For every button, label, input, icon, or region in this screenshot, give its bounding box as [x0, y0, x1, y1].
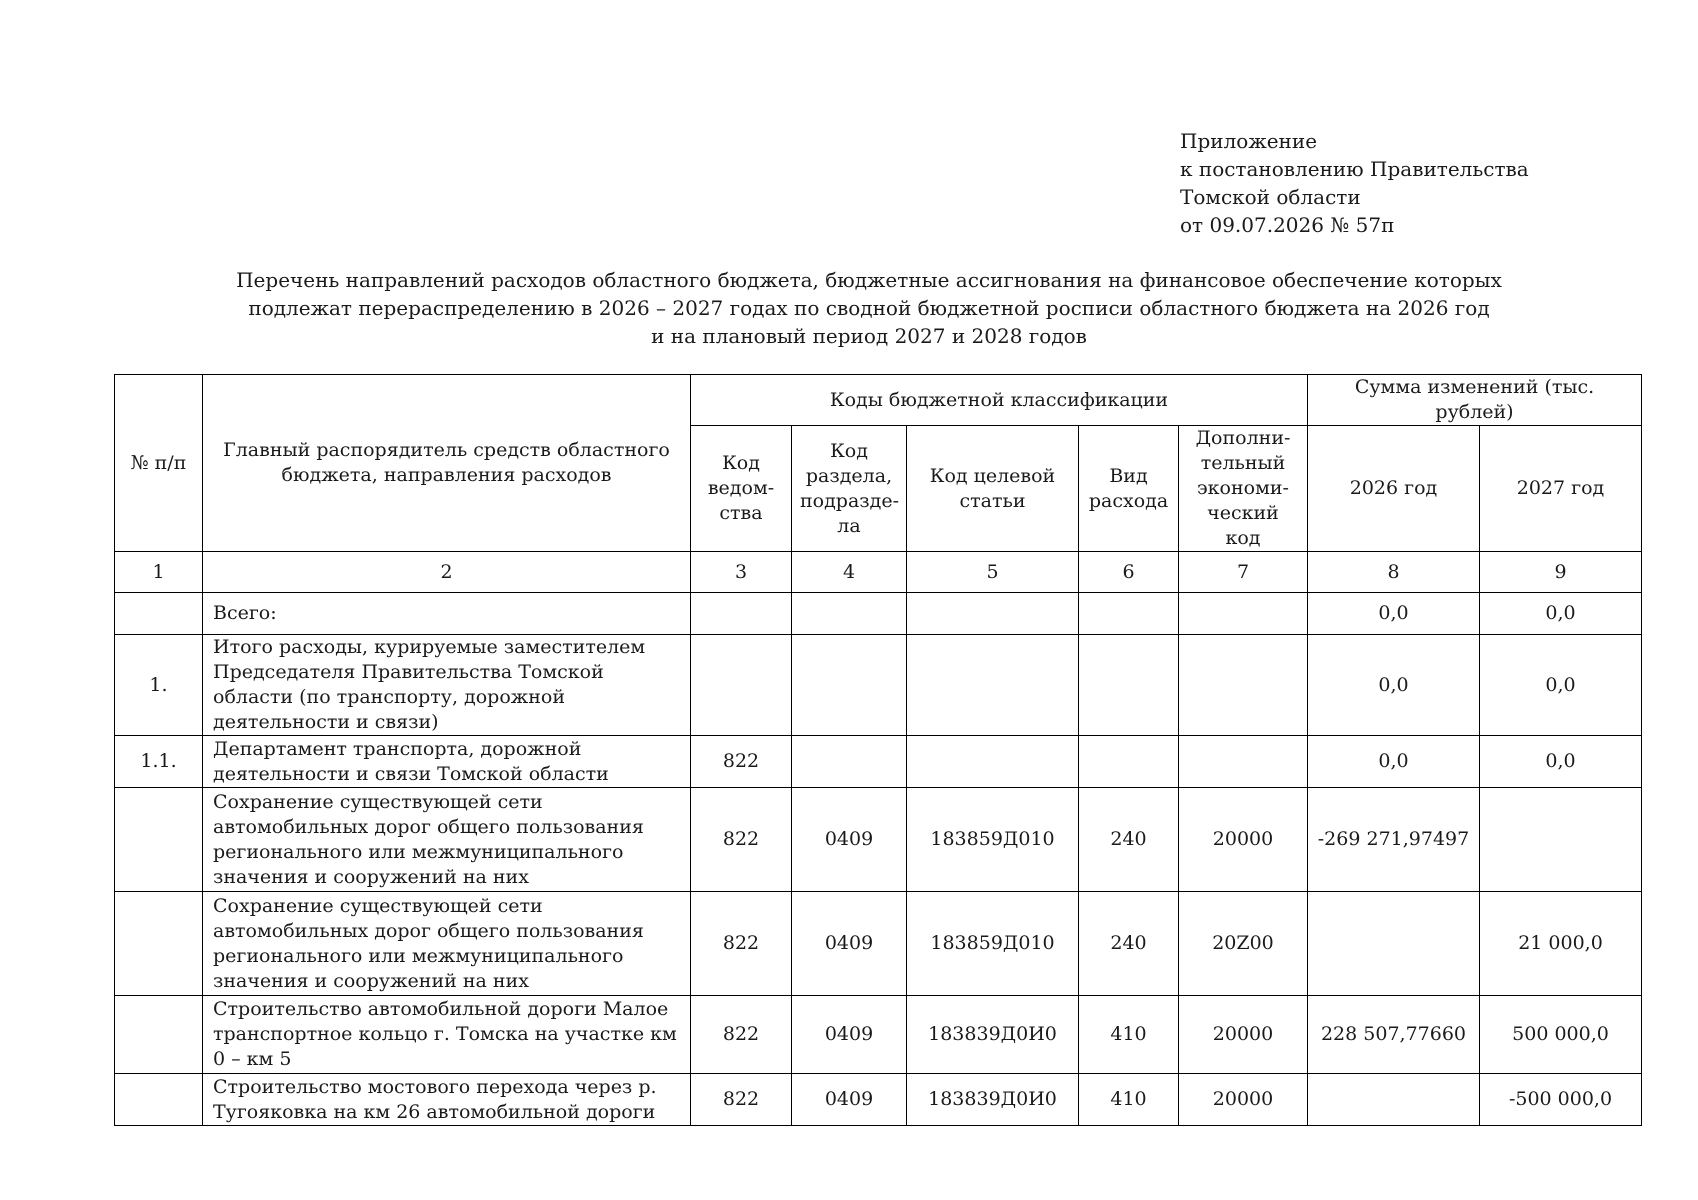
column-number: 8: [1308, 552, 1480, 593]
cell-num: 1.: [115, 635, 203, 736]
cell-razdel: 0409: [792, 1074, 907, 1126]
header-col-2027: 2027 год: [1480, 426, 1642, 552]
table-row: [115, 635, 1642, 736]
cell-vedom: [691, 635, 792, 736]
cell-vedom: 822: [691, 736, 792, 788]
cell-name: Всего:: [203, 593, 691, 635]
table-row: [115, 892, 1642, 996]
cell-name: Строительство автомобильной дороги Малое транспортное кольцо г. Томска на участке км 0 – км 5: [203, 996, 691, 1074]
table-row: [115, 593, 1642, 635]
cell-econ: [1179, 736, 1308, 788]
cell-num: 1.1.: [115, 736, 203, 788]
header-col-target: Код целевой статьи: [907, 426, 1079, 552]
title-line: и на плановый период 2027 и 2028 годов: [651, 324, 1087, 348]
cell-razdel: [792, 635, 907, 736]
cell-2027: -500 000,0: [1480, 1074, 1642, 1126]
cell-num: [115, 996, 203, 1074]
cell-target: 183839Д0И0: [907, 996, 1079, 1074]
appendix-block: [1180, 127, 1529, 239]
cell-name: Департамент транспорта, дорожной деятельности и связи Томской области: [203, 736, 691, 788]
cell-vid: 410: [1079, 1074, 1179, 1126]
cell-2026: 0,0: [1308, 736, 1480, 788]
cell-2026: -269 271,97497: [1308, 788, 1480, 892]
cell-name: Сохранение существующей сети автомобильных дорог общего пользования регионального или межмуниципального значения и сооружений на них: [203, 892, 691, 996]
table-row: [115, 996, 1642, 1074]
column-number: 1: [115, 552, 203, 593]
cell-razdel: 0409: [792, 892, 907, 996]
column-number: 7: [1179, 552, 1308, 593]
table-row: [115, 788, 1642, 892]
cell-2026: 0,0: [1308, 593, 1480, 635]
cell-2027: 500 000,0: [1480, 996, 1642, 1074]
header-sum-group: Сумма изменений (тыс. рублей): [1308, 375, 1642, 426]
header-num: № п/п: [115, 375, 203, 552]
column-number: 6: [1079, 552, 1179, 593]
cell-num: [115, 892, 203, 996]
header-col-vid: Вид расхода: [1079, 426, 1179, 552]
cell-vid: 240: [1079, 788, 1179, 892]
table-row: [115, 736, 1642, 788]
document-title: [114, 266, 1624, 350]
cell-2026: [1308, 892, 1480, 996]
cell-2027: 0,0: [1480, 593, 1642, 635]
column-number: 5: [907, 552, 1079, 593]
header-col-2026: 2026 год: [1308, 426, 1480, 552]
cell-razdel: [792, 736, 907, 788]
column-number: 2: [203, 552, 691, 593]
cell-target: 183839Д0И0: [907, 1074, 1079, 1126]
title-line: Перечень направлений расходов областного бюджета, бюджетные ассигнования на финансовое обеспечение которых: [236, 268, 1502, 292]
cell-2027: 0,0: [1480, 736, 1642, 788]
header-col-econ: Дополни- тельный экономи- ческий код: [1179, 426, 1308, 552]
appendix-line: Приложение: [1180, 129, 1318, 153]
cell-name: Строительство мостового перехода через р. Тугояковка на км 26 автомобильной дороги: [203, 1074, 691, 1126]
cell-vedom: 822: [691, 1074, 792, 1126]
header-col-vedom: Код ведом- ства: [691, 426, 792, 552]
cell-name: Итого расходы, курируемые заместителем Председателя Правительства Томской области (по транспорту, дорожной деятельности и связи): [203, 635, 691, 736]
column-number: 4: [792, 552, 907, 593]
cell-econ: 20000: [1179, 996, 1308, 1074]
cell-2026: [1308, 1074, 1480, 1126]
cell-vedom: 822: [691, 788, 792, 892]
cell-vedom: [691, 593, 792, 635]
cell-razdel: 0409: [792, 788, 907, 892]
title-line: подлежат перераспределению в 2026 – 2027 годах по сводной бюджетной росписи областного бюджета на 2026 год: [248, 296, 1490, 320]
cell-vid: 240: [1079, 892, 1179, 996]
appendix-line: Томской области: [1180, 185, 1361, 209]
cell-vid: [1079, 635, 1179, 736]
header-name: Главный распорядитель средств областного бюджета, направления расходов: [203, 375, 691, 552]
header-col-razdel: Код раздела, подразде- ла: [792, 426, 907, 552]
column-number: 3: [691, 552, 792, 593]
table-row: [115, 1074, 1642, 1126]
budget-table: [114, 374, 1642, 1126]
cell-target: [907, 736, 1079, 788]
cell-vid: [1079, 593, 1179, 635]
cell-vedom: 822: [691, 892, 792, 996]
cell-2027: 0,0: [1480, 635, 1642, 736]
cell-vid: 410: [1079, 996, 1179, 1074]
cell-econ: [1179, 635, 1308, 736]
cell-target: 183859Д010: [907, 892, 1079, 996]
cell-2026: 0,0: [1308, 635, 1480, 736]
cell-razdel: 0409: [792, 996, 907, 1074]
cell-2026: 228 507,77660: [1308, 996, 1480, 1074]
cell-num: [115, 788, 203, 892]
cell-target: [907, 635, 1079, 736]
cell-num: [115, 1074, 203, 1126]
cell-vid: [1079, 736, 1179, 788]
cell-econ: 20000: [1179, 788, 1308, 892]
cell-econ: [1179, 593, 1308, 635]
cell-vedom: 822: [691, 996, 792, 1074]
cell-2027: [1480, 788, 1642, 892]
cell-razdel: [792, 593, 907, 635]
cell-econ: 20Z00: [1179, 892, 1308, 996]
cell-target: 183859Д010: [907, 788, 1079, 892]
cell-num: [115, 593, 203, 635]
appendix-line: от 09.07.2026 № 57п: [1180, 213, 1395, 237]
appendix-line: к постановлению Правительства: [1180, 157, 1529, 181]
cell-econ: 20000: [1179, 1074, 1308, 1126]
header-codes-group: Коды бюджетной классификации: [691, 375, 1308, 426]
cell-2027: 21 000,0: [1480, 892, 1642, 996]
cell-target: [907, 593, 1079, 635]
column-number: 9: [1480, 552, 1642, 593]
cell-name: Сохранение существующей сети автомобильных дорог общего пользования регионального или межмуниципального значения и сооружений на них: [203, 788, 691, 892]
